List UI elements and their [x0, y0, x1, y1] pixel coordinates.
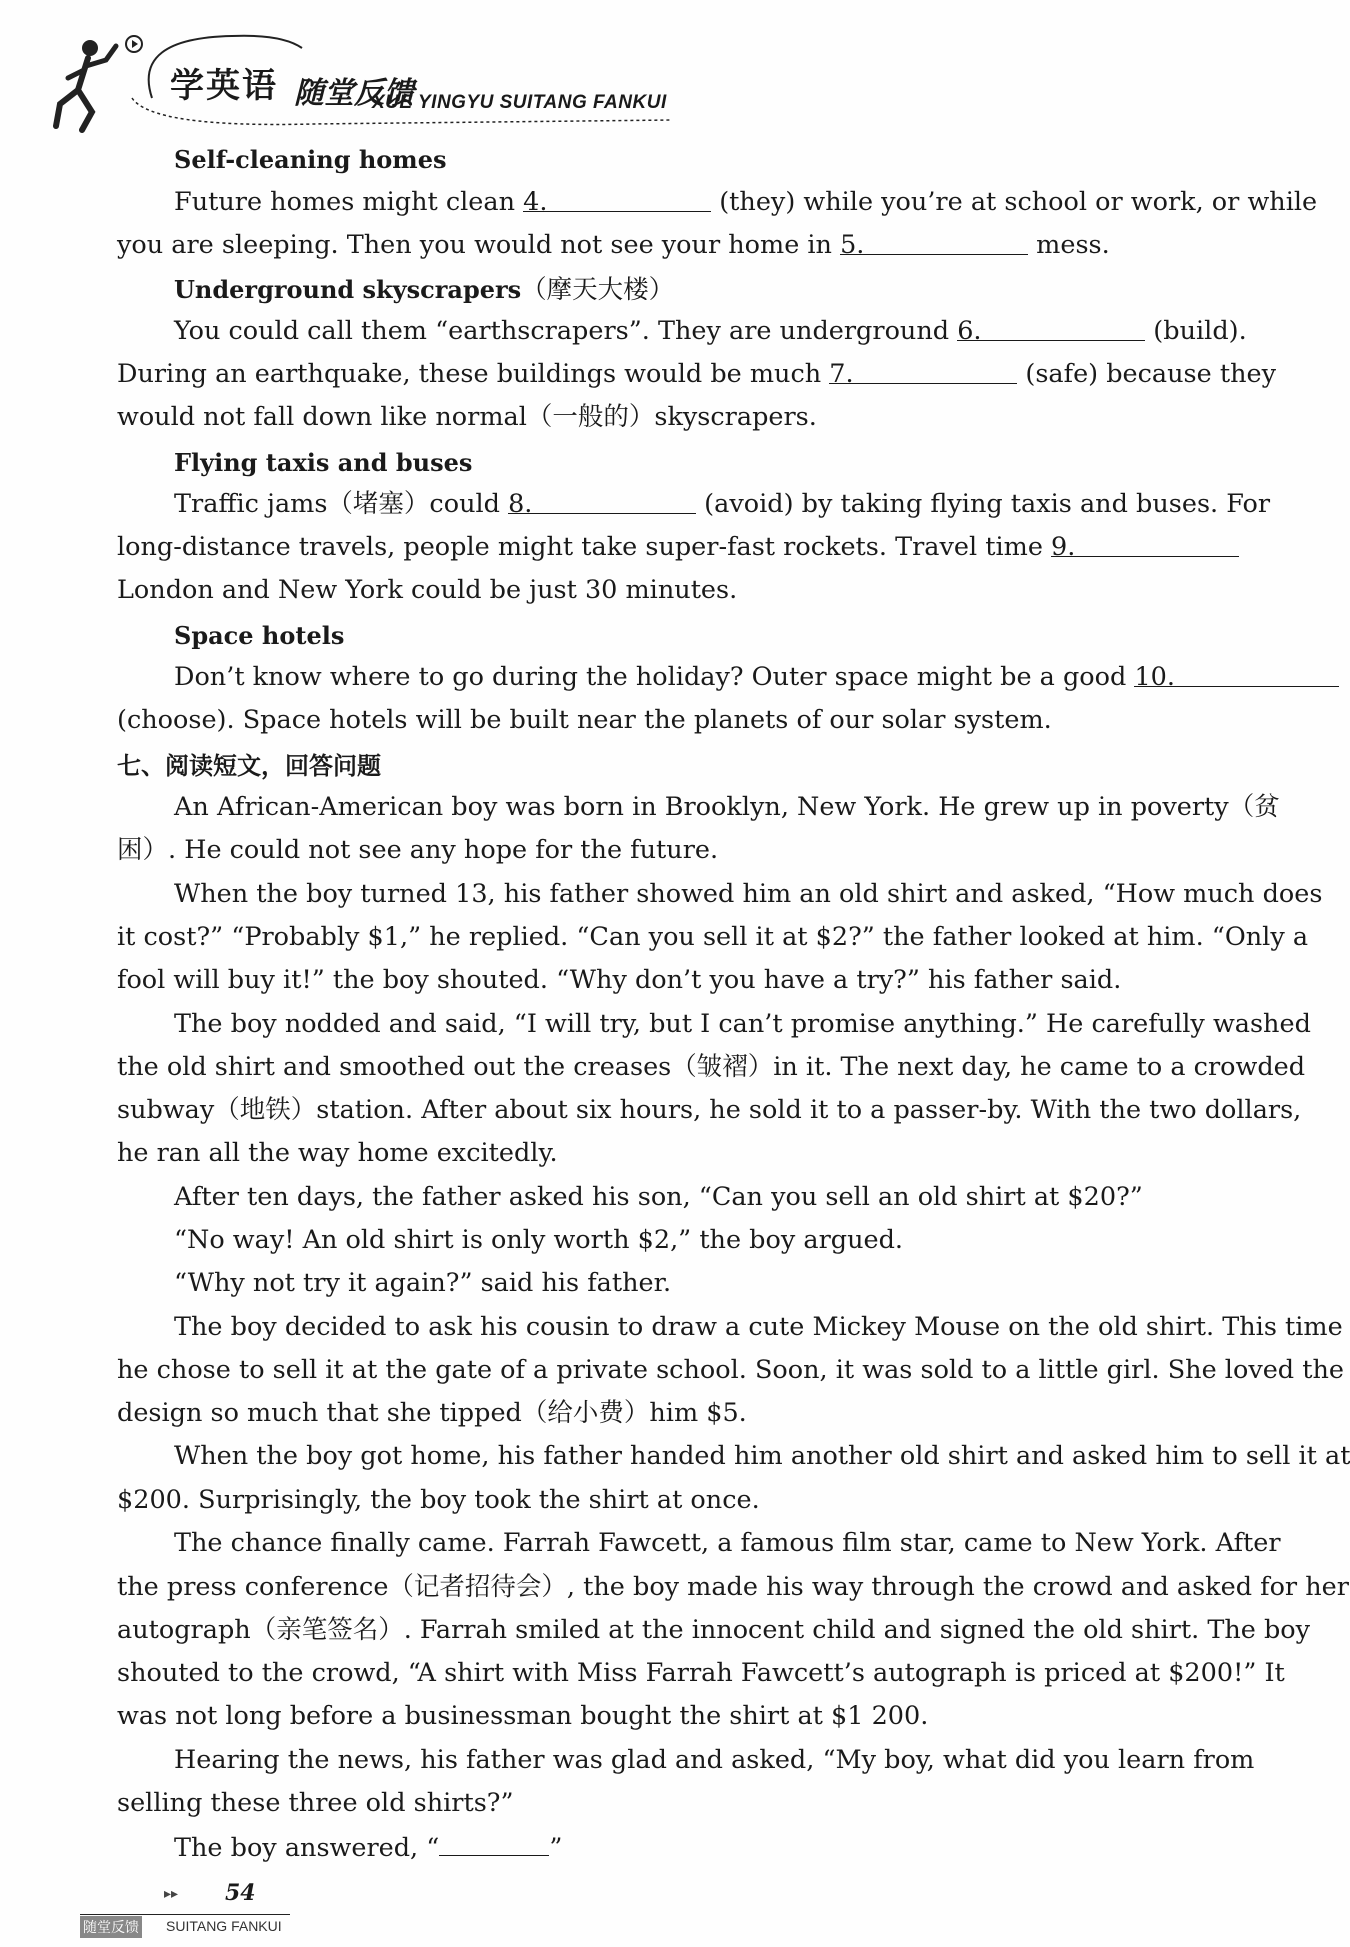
page-header — [52, 28, 672, 138]
blank-5[interactable] — [840, 228, 1028, 260]
text-line — [117, 357, 1276, 391]
text-span: you are sleeping. Then you would not see your home in — [117, 230, 841, 260]
story-line: “Why not try it again?” said his father. — [174, 1268, 672, 1298]
text-line: would not fall down like normal（一般的）skyscrapers. — [117, 402, 817, 432]
story-line: 困）. He could not see any hope for the future. — [117, 835, 719, 865]
blank-7[interactable] — [829, 357, 1017, 389]
play-icon — [124, 34, 144, 54]
text-span: (safe) because they — [1017, 359, 1276, 389]
header-title-pinyin: XUE YINGYU SUITANG FANKUI — [372, 92, 667, 113]
story-line: fool will buy it!” the boy shouted. “Why don’t you have a try?” his father said. — [117, 965, 1122, 995]
blank-number: 6. — [957, 316, 982, 346]
story-line: After ten days, the father asked his son, “Can you sell an old shirt at $20?” — [174, 1182, 1143, 1212]
header-title-cn-2: 随堂反馈 — [294, 76, 414, 111]
story-line: the press conference（记者招待会）, the boy made his way through the crowd and asked for her — [117, 1572, 1349, 1602]
runner-icon — [52, 34, 122, 134]
text-line — [174, 314, 1247, 348]
story-line: The boy nodded and said, “I will try, but I can’t promise anything.” He carefully washed — [174, 1009, 1311, 1039]
text-line — [174, 660, 1339, 694]
story-line: it cost?” “Probably $1,” he replied. “Can you sell it at $2?” the father looked at him. “Only a — [117, 922, 1309, 952]
blank-number: 9. — [1051, 532, 1076, 562]
story-line: he ran all the way home excitedly. — [117, 1138, 558, 1168]
blank-number: 5. — [840, 230, 865, 260]
story-line: subway（地铁）station. After about six hours, he sold it to a passer-by. With the two dollars, — [117, 1095, 1302, 1125]
story-line: design so much that she tipped（给小费）him $5. — [117, 1398, 747, 1428]
heading-underground — [174, 273, 674, 307]
text-line — [174, 185, 1317, 219]
text-span: Don’t know where to go during the holiday? Outer space might be a good — [174, 662, 1135, 692]
text-span: (build). — [1145, 316, 1247, 346]
story-line: Hearing the news, his father was glad and asked, “My boy, what did you learn from — [174, 1745, 1255, 1775]
blank-number: 10. — [1134, 662, 1175, 692]
text-span: (avoid) by taking flying taxis and buses. For — [696, 489, 1271, 519]
text-span: Traffic jams（堵塞）could — [174, 489, 509, 519]
text-span: Future homes might clean — [174, 187, 524, 217]
footer-label-en: SUITANG FANKUI — [166, 1918, 282, 1934]
story-line: An African-American boy was born in Brooklyn, New York. He grew up in poverty（贫 — [174, 792, 1280, 822]
footer-divider — [80, 1914, 290, 1915]
story-line: autograph（亲笔签名）. Farrah smiled at the innocent child and signed the old shirt. The boy — [117, 1615, 1311, 1645]
heading-flying: Flying taxis and buses — [174, 448, 473, 477]
text-line — [117, 530, 1239, 564]
footer-label-cn: 随堂反馈 — [80, 1916, 142, 1938]
story-line: shouted to the crowd, “A shirt with Miss Farrah Fawcett’s autograph is priced at $200!” It — [117, 1658, 1285, 1688]
story-line: The boy decided to ask his cousin to draw a cute Mickey Mouse on the old shirt. This time — [174, 1312, 1343, 1342]
text-span: During an earthquake, these buildings would be much — [117, 359, 830, 389]
text-line — [117, 228, 1110, 262]
heading-self-cleaning: Self-cleaning homes — [174, 145, 447, 174]
section-title: 七、阅读短文，回答问题 — [117, 752, 381, 780]
text-span: ” — [549, 1833, 563, 1863]
page-footer — [80, 1880, 380, 1940]
answer-blank[interactable] — [439, 1829, 549, 1856]
blank-4[interactable] — [523, 185, 711, 217]
story-line: When the boy got home, his father handed him another old shirt and asked him to sell it at — [174, 1441, 1350, 1471]
story-line: selling these three old shirts?” — [117, 1788, 514, 1818]
story-line: $200. Surprisingly, the boy took the shirt at once. — [117, 1485, 760, 1515]
story-line: “No way! An old shirt is only worth $2,” the boy argued. — [174, 1225, 904, 1255]
text-line: (choose). Space hotels will be built near the planets of our solar system. — [117, 705, 1052, 735]
story-line: he chose to sell it at the gate of a private school. Soon, it was sold to a little girl. She loved the — [117, 1355, 1345, 1385]
blank-number: 7. — [829, 359, 854, 389]
text-span: You could call them “earthscrapers”. They are underground — [174, 316, 958, 346]
blank-8[interactable] — [508, 487, 696, 519]
text-span: mess. — [1028, 230, 1110, 260]
arrow-icon: ▸▸ — [164, 1886, 179, 1902]
answer-line — [174, 1829, 562, 1865]
story-line: the old shirt and smoothed out the creases（皱褶）in it. The next day, he came to a crowded — [117, 1052, 1306, 1082]
story-line: When the boy turned 13, his father showed him an old shirt and asked, “How much does — [174, 879, 1323, 909]
heading-space: Space hotels — [174, 621, 345, 650]
text-span: long-distance travels, people might take super-fast rockets. Travel time — [117, 532, 1052, 562]
text-line — [174, 487, 1270, 521]
page-number: 54 — [225, 1880, 256, 1906]
blank-10[interactable] — [1134, 660, 1339, 692]
story-line: The chance finally came. Farrah Fawcett, a famous film star, came to New York. After — [174, 1528, 1281, 1558]
blank-6[interactable] — [957, 314, 1145, 346]
blank-9[interactable] — [1051, 530, 1239, 562]
blank-number: 8. — [508, 489, 533, 519]
heading-text: Underground skyscrapers — [174, 275, 522, 304]
header-title-cn: 学英语 — [170, 66, 278, 106]
text-span: The boy answered, “ — [174, 1833, 440, 1863]
heading-gloss: （摩天大楼） — [521, 275, 675, 305]
text-span: (they) while you’re at school or work, or while — [711, 187, 1318, 217]
blank-number: 4. — [523, 187, 548, 217]
story-line: was not long before a businessman bought the shirt at $1 200. — [117, 1701, 929, 1731]
text-line: London and New York could be just 30 minutes. — [117, 575, 738, 605]
